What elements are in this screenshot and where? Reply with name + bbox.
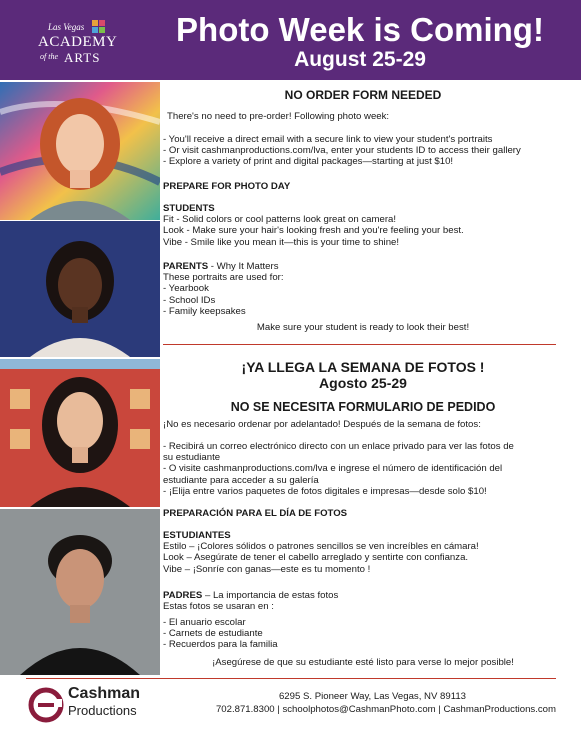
student-portrait-3	[0, 359, 160, 507]
english-parents	[163, 261, 563, 317]
footer-contact	[200, 690, 556, 716]
section-subheading: STUDENTS	[163, 203, 215, 214]
spanish-intro-block	[163, 419, 563, 430]
spanish-bullets	[163, 441, 563, 497]
list-item: estudiante para acceder a su galería	[163, 474, 319, 486]
student-portrait-2	[0, 221, 160, 357]
logo-text: of the	[40, 52, 58, 61]
section-subheading: PREPARE FOR PHOTO DAY	[163, 181, 291, 192]
section-subtitle: - Why It Matters	[208, 261, 279, 272]
list-item: su estudiante	[163, 452, 221, 464]
logo-text: ARTS	[64, 50, 101, 65]
spanish-students	[163, 530, 563, 575]
list-item: Vibe – ¡Sonríe con ganas—este es tu momento !	[163, 563, 371, 575]
list-item: - Explore a variety of print and digital packages—starting at just $10!	[163, 156, 454, 168]
spanish-parents-list	[163, 617, 563, 651]
page-title: Photo Week is Coming!	[176, 11, 544, 48]
english-students	[163, 203, 563, 248]
list-item: Estas fotos se usaran en :	[163, 601, 274, 613]
student-portrait-1	[0, 82, 160, 220]
logo-square-icon	[99, 20, 105, 26]
footer-address: 6295 S. Pioneer Way, Las Vegas, NV 89113	[278, 691, 466, 702]
logo-text: ACADEMY	[38, 34, 118, 50]
section-subheading: PADRES	[163, 590, 203, 601]
section-subheading: PARENTS	[163, 261, 209, 272]
student-portrait-4	[0, 509, 160, 675]
list-item: Vibe - Smile like you mean it—this is your time to shine!	[163, 236, 400, 248]
brand-subname: Productions	[68, 703, 137, 718]
cashman-logo	[28, 683, 188, 725]
logo-square-icon	[99, 27, 105, 33]
section-subheading: ESTUDIANTES	[163, 530, 231, 541]
footer-contact-line: 702.871.8300 | schoolphotos@CashmanPhoto.com | CashmanProductions.com	[215, 704, 556, 715]
section-divider	[163, 344, 556, 345]
list-item: These portraits are used for:	[163, 272, 284, 284]
list-item: Fit - Solid colors or cool patterns look great on camera!	[163, 214, 397, 226]
header-banner	[0, 0, 581, 80]
list-item: Look - Make sure your hair's looking fresh and you're feeling your best.	[163, 225, 464, 237]
list-item: - School IDs	[163, 294, 216, 306]
spanish-closing: ¡Asegúrese de que su estudiante esté listo para verse lo mejor posible!	[212, 657, 514, 668]
list-item: Estilo – ¡Colores sólidos o patrones sencillos se ven increíbles en cámara!	[163, 541, 479, 553]
list-item: - Family keepsakes	[163, 305, 246, 317]
english-closing: Make sure your student is ready to look their best!	[256, 322, 470, 333]
spanish-title: ¡YA LLEGA LA SEMANA DE FOTOS !	[241, 359, 485, 375]
spanish-dates: Agosto 25-29	[319, 375, 407, 391]
cashman-logo-icon	[28, 687, 64, 723]
english-prepare	[163, 181, 563, 192]
brand-name: Cashman	[68, 685, 141, 702]
logo-square-icon	[92, 20, 98, 26]
spanish-prepare	[163, 508, 563, 519]
list-item: - O visite cashmanproductions.com/lva e ingrese el número de identificación del	[163, 463, 503, 475]
list-item: Look – Asegúrate de tener el cabello arreglado y sentirte con confianza.	[163, 552, 469, 564]
english-heading: NO ORDER FORM NEEDED	[284, 88, 442, 102]
list-item: - Recibirá un correo electrónico directo con un enlace privado para ver las fotos de	[163, 441, 514, 452]
list-item: - Recuerdos para la familia	[163, 639, 278, 651]
page-dates: August 25-29	[294, 48, 426, 71]
logo-square-icon	[92, 27, 98, 33]
list-item: - ¡Elija entre varios paquetes de fotos digitales e impresas—desde solo $10!	[163, 485, 487, 497]
list-item: - Carnets de estudiante	[163, 628, 263, 640]
english-bullets	[163, 134, 563, 168]
academy-logo	[34, 16, 118, 68]
section-subtitle: – La importancia de estas fotos	[202, 590, 339, 601]
footer-divider	[26, 678, 556, 679]
section-subheading: PREPARACIÓN PARA EL DÍA DE FOTOS	[163, 508, 348, 519]
english-intro: There's no need to pre-order! Following photo week:	[167, 111, 390, 122]
list-item: - Or visit cashmanproductions.com/lva, enter your students ID to access their gallery	[163, 145, 521, 157]
spanish-heading: NO SE NECESITA FORMULARIO DE PEDIDO	[230, 400, 496, 414]
logo-text: Las Vegas	[48, 22, 85, 32]
list-item: - El anuario escolar	[163, 617, 246, 628]
list-item: - Yearbook	[163, 283, 209, 295]
spanish-parents	[163, 590, 563, 612]
english-intro-block	[163, 111, 563, 122]
spanish-intro: ¡No es necesario ordenar por adelantado! Después de la semana de fotos:	[163, 419, 481, 430]
list-item: - You'll receive a direct email with a secure link to view your student's portraits	[163, 134, 493, 145]
